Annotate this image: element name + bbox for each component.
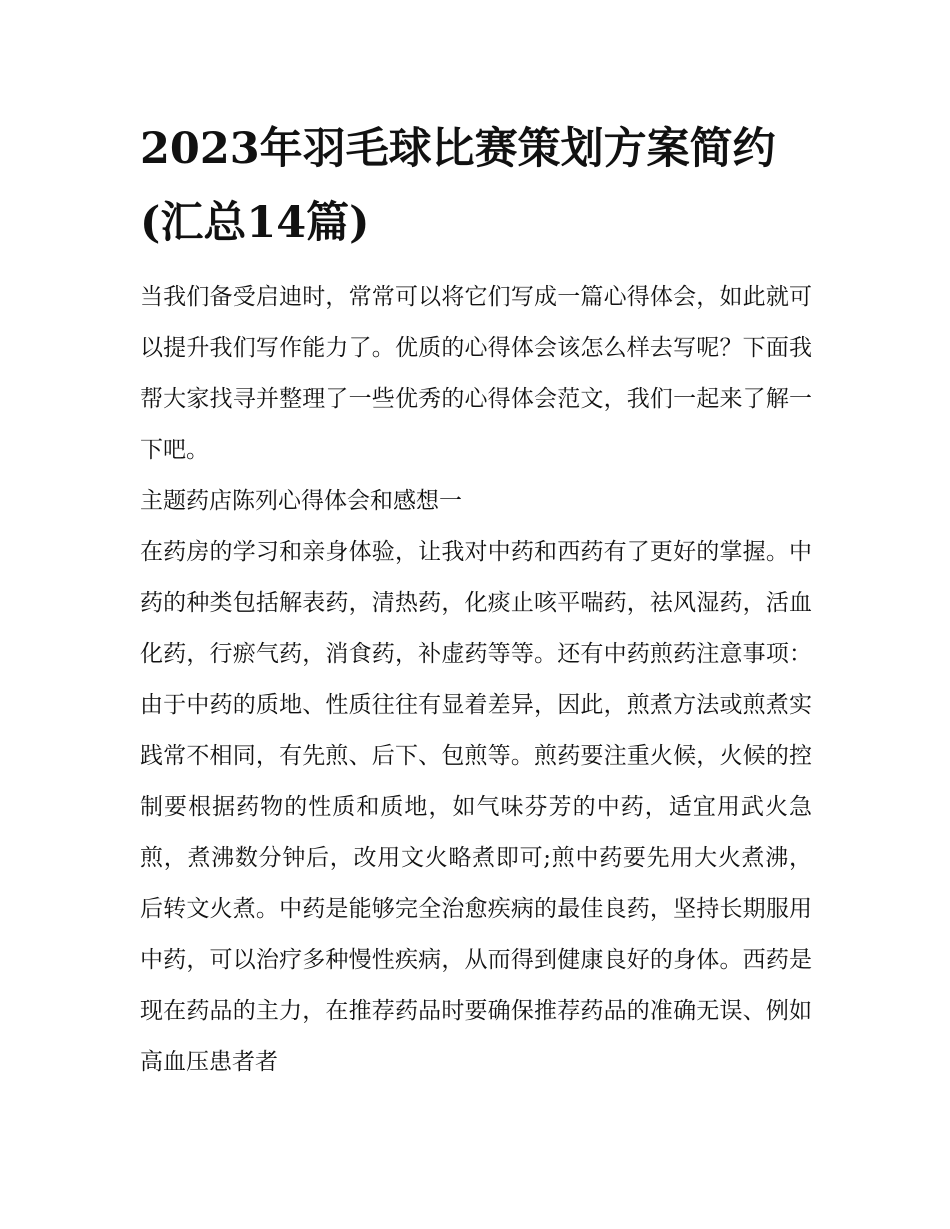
document-title: 2023年羽毛球比赛策划方案简约(汇总14篇) <box>140 124 776 248</box>
section-title: 主题药店陈列心得体会和感想一 <box>140 488 462 514</box>
body-paragraph: 在药房的学习和亲身体验，让我对中药和西药有了更好的掌握。中药的种类包括解表药，清热药，化痰止咳平喘药，祛风湿药，活血化药，行瘀气药，消食药，补虚药等等。还有中药煎药注意事项：由于中药的质地、性质往往有显着差异，因此，煎煮方法或煎煮实践常不相同，有先煎、后下、包煎等。煎药要注重火候，火候的控制要根据药物的性质和质地，如气味芬芳的中药，适宜用武火急煎，煮沸数分钟后，改用文火略煮即可;煎中药要先用大火煮沸，后转文火煮。中药是能够完全治愈疾病的最佳良药，坚持长期服用中药，可以治疗多种慢性疾病，从而得到健康良好的身体。西药是现在药品的主力，在推荐药品时要确保推荐药品的准确无误、例如高血压患者者 <box>140 539 812 1075</box>
document-content <box>140 112 812 1088</box>
intro-paragraph: 当我们备受启迪时，常常可以将它们写成一篇心得体会，如此就可以提升我们写作能力了。优质的心得体会该怎么样去写呢？下面我帮大家找寻并整理了一些优秀的心得体会范文，我们一起来了解一下吧。 <box>140 284 812 463</box>
